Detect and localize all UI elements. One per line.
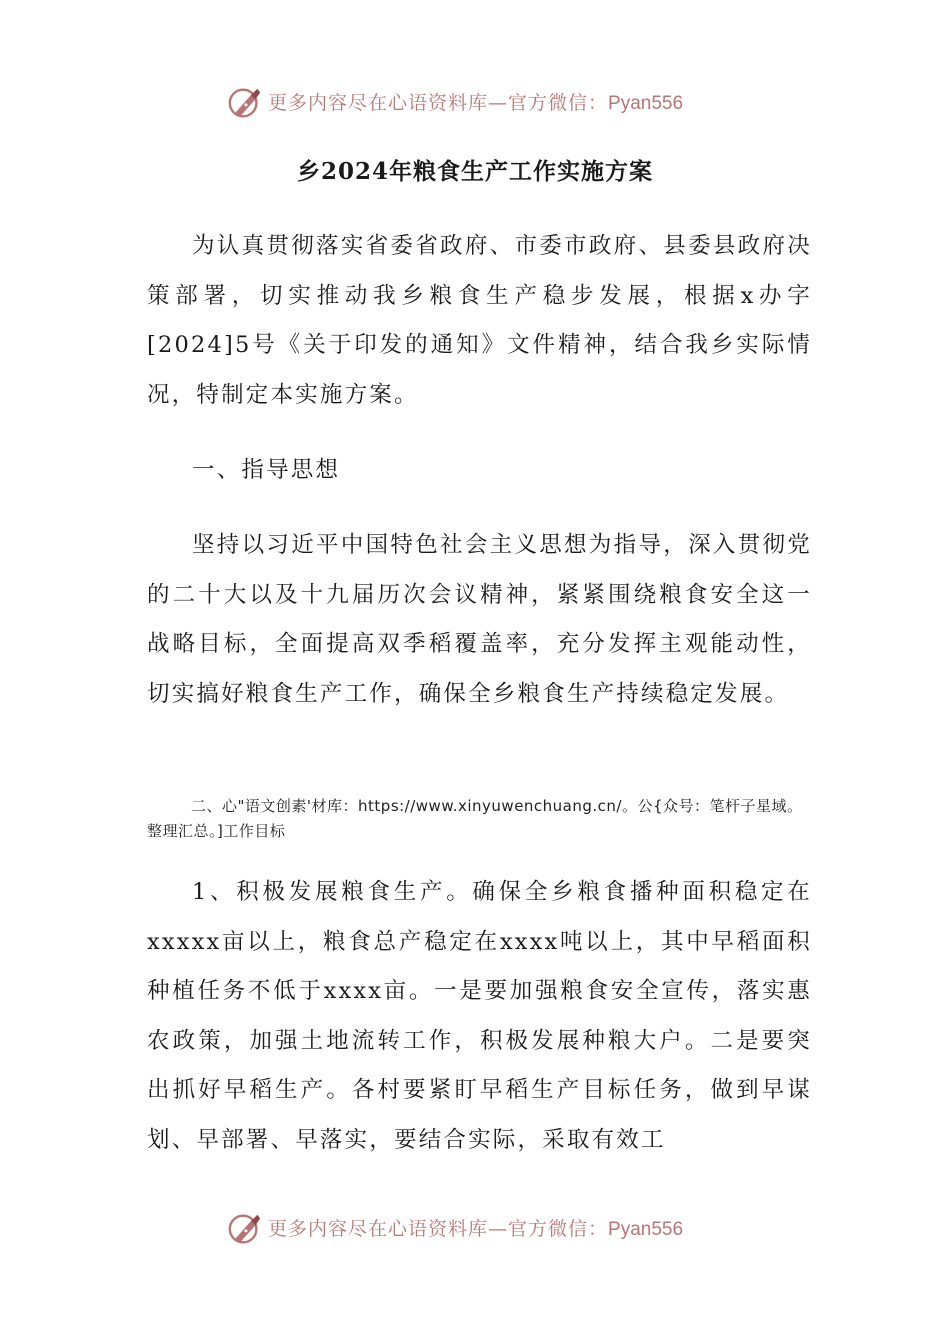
watermark-label: 更多内容尽在心语资料库—官方微信： — [268, 92, 609, 114]
top-watermark-banner — [0, 84, 950, 124]
section-2-heading: 二、心"语文创素'材库：https://www.xinyuwenchuang.cn/。公{众号：笔杆子星域。整理汇总。]工作目标 — [147, 797, 803, 840]
watermark-label: 更多内容尽在心语资料库—官方微信： — [268, 1218, 609, 1240]
pen-nib-logo-icon — [226, 1210, 264, 1248]
document-title: 乡2024年粮食生产工作实施方案 — [296, 158, 653, 185]
item-1-paragraph: 1、积极发展粮食生产。确保全乡粮食播种面积稳定在xxxxx亩以上，粮食总产稳定在xxxx吨以上，其中早稻面积种植任务不低于xxxx亩。一是要加强粮食安全宣传，落实惠农政策，加强土地流转工作，积极发展种粮大户。二是要突出抓好早稻生产。各村要紧盯早稻生产目标任务，做到早谋划、早部署、早落实，要结合实际，采取有效工 — [147, 879, 812, 1153]
watermark-text — [268, 1214, 683, 1241]
watermark-text — [268, 88, 683, 115]
section-1-body: 坚持以习近平中国特色社会主义思想为指导，深入贯彻党的二十大以及十九届历次会议精神，紧紧围绕粮食安全这一战略目标，全面提高双季稻覆盖率，充分发挥主观能动性，切实搞好粮食生产工作，确保全乡粮食生产持续稳定发展。 — [147, 532, 812, 707]
section-1-heading: 一、指导思想 — [192, 457, 341, 483]
wechat-id: Pyan556 — [608, 1219, 684, 1240]
pen-nib-logo-icon — [226, 84, 264, 122]
intro-paragraph: 为认真贯彻落实省委省政府、市委市政府、县委县政府决策部署，切实推动我乡粮食生产稳步发展，根据x办字[2024]5号《关于印发的通知》文件精神，结合我乡实际情况，特制定本实施方案。 — [147, 233, 812, 408]
bottom-watermark-banner — [0, 1210, 950, 1250]
wechat-id: Pyan556 — [608, 93, 684, 114]
